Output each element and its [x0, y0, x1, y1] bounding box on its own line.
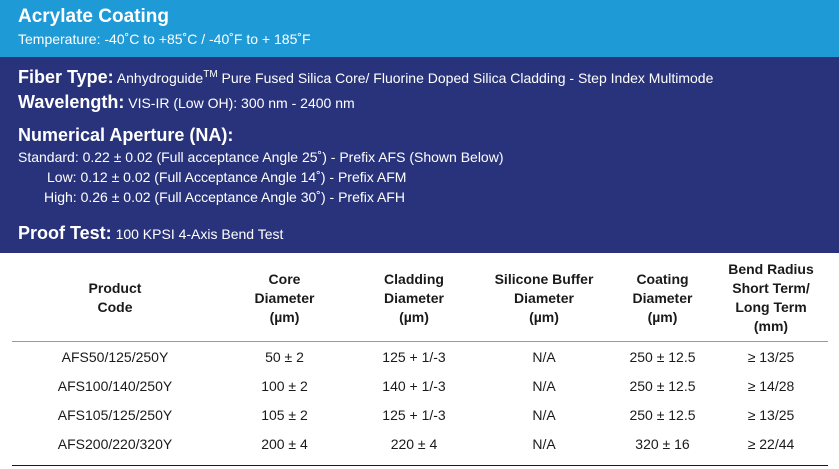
banner-title: Acrylate Coating — [18, 6, 169, 27]
cell-buffer-diameter: N/A — [532, 406, 556, 423]
cell-bend-radius: ≥ 22/44 — [747, 435, 795, 452]
spec-panel — [0, 57, 839, 253]
cell-bend-radius: ≥ 13/25 — [747, 348, 795, 365]
cell-buffer-diameter: N/A — [532, 377, 556, 394]
wavelength-value: VIS-IR (Low OH): 300 nm - 2400 nm — [128, 95, 355, 111]
cell-buffer-diameter: N/A — [532, 435, 556, 452]
header-cladding-diameter: Cladding Diameter (µm) — [384, 270, 444, 325]
cell-core-diameter: 100 ± 2 — [261, 377, 308, 394]
cell-cladding-diameter: 220 ± 4 — [390, 435, 438, 452]
cell-cladding-diameter: 125 + 1/-3 — [382, 406, 446, 423]
na-high: High: 0.26 ± 0.02 (Full Acceptance Angle 30˚) - Prefix AFH — [44, 189, 405, 205]
table-row — [12, 342, 828, 372]
header-silicone-buffer-diameter: Silicone Buffer Diameter (µm) — [494, 270, 594, 325]
cell-cladding-diameter: 140 + 1/-3 — [382, 377, 446, 394]
wavelength-label: Wavelength: — [18, 92, 125, 112]
cell-coating-diameter: 250 ± 12.5 — [629, 348, 696, 365]
fiber-type-value: Pure Fused Silica Core/ Fluorine Doped Silica Cladding - Step Index Multimode — [217, 70, 714, 86]
cell-bend-radius: ≥ 14/28 — [747, 377, 795, 394]
proof-test-value: 100 KPSI 4-Axis Bend Test — [115, 226, 284, 242]
cell-bend-radius: ≥ 13/25 — [747, 406, 795, 423]
cell-core-diameter: 105 ± 2 — [261, 406, 308, 423]
table-row — [12, 400, 828, 429]
product-table — [12, 255, 828, 458]
na-standard: Standard: 0.22 ± 0.02 (Full acceptance Angle 25˚) - Prefix AFS (Shown Below) — [18, 149, 504, 165]
cell-product-code: AFS200/220/320Y — [57, 435, 173, 452]
fiber-type-label: Fiber Type: — [18, 67, 114, 87]
proof-test-line — [18, 223, 283, 244]
header-bend-radius: Bend Radius Short Term/ Long Term (mm) — [728, 261, 814, 334]
cell-cladding-diameter: 125 + 1/-3 — [382, 348, 446, 365]
title-banner — [0, 0, 839, 57]
header-product-code: Product Code — [88, 280, 142, 315]
fiber-type-line — [18, 67, 713, 88]
proof-test-label: Proof Test: — [18, 223, 112, 243]
wavelength-line — [18, 92, 355, 113]
table-bottom-rule — [12, 465, 828, 466]
trademark-mark: TM — [203, 69, 218, 80]
table-row — [12, 429, 828, 458]
temperature-range: Temperature: -40˚C to +85˚C / -40˚F to + 185˚F — [18, 31, 311, 47]
header-coating-diameter: Coating Diameter (µm) — [632, 270, 693, 325]
cell-coating-diameter: 320 ± 16 — [635, 435, 690, 452]
na-low: Low: 0.12 ± 0.02 (Full Acceptance Angle 14˚) - Prefix AFM — [47, 169, 407, 185]
cell-product-code: AFS105/125/250Y — [57, 406, 173, 423]
cell-coating-diameter: 250 ± 12.5 — [629, 406, 696, 423]
table-header-row — [12, 255, 828, 342]
cell-product-code: AFS100/140/250Y — [57, 377, 173, 394]
cell-buffer-diameter: N/A — [532, 348, 556, 365]
cell-core-diameter: 50 ± 2 — [265, 348, 304, 365]
cell-product-code: AFS50/125/250Y — [61, 348, 169, 365]
table-row — [12, 371, 828, 400]
cell-core-diameter: 200 ± 4 — [261, 435, 308, 452]
cell-coating-diameter: 250 ± 12.5 — [629, 377, 696, 394]
na-heading: Numerical Aperture (NA): — [18, 125, 234, 145]
fiber-type-brand: Anhydroguide — [116, 70, 204, 86]
header-core-diameter: Core Diameter (µm) — [254, 270, 315, 325]
